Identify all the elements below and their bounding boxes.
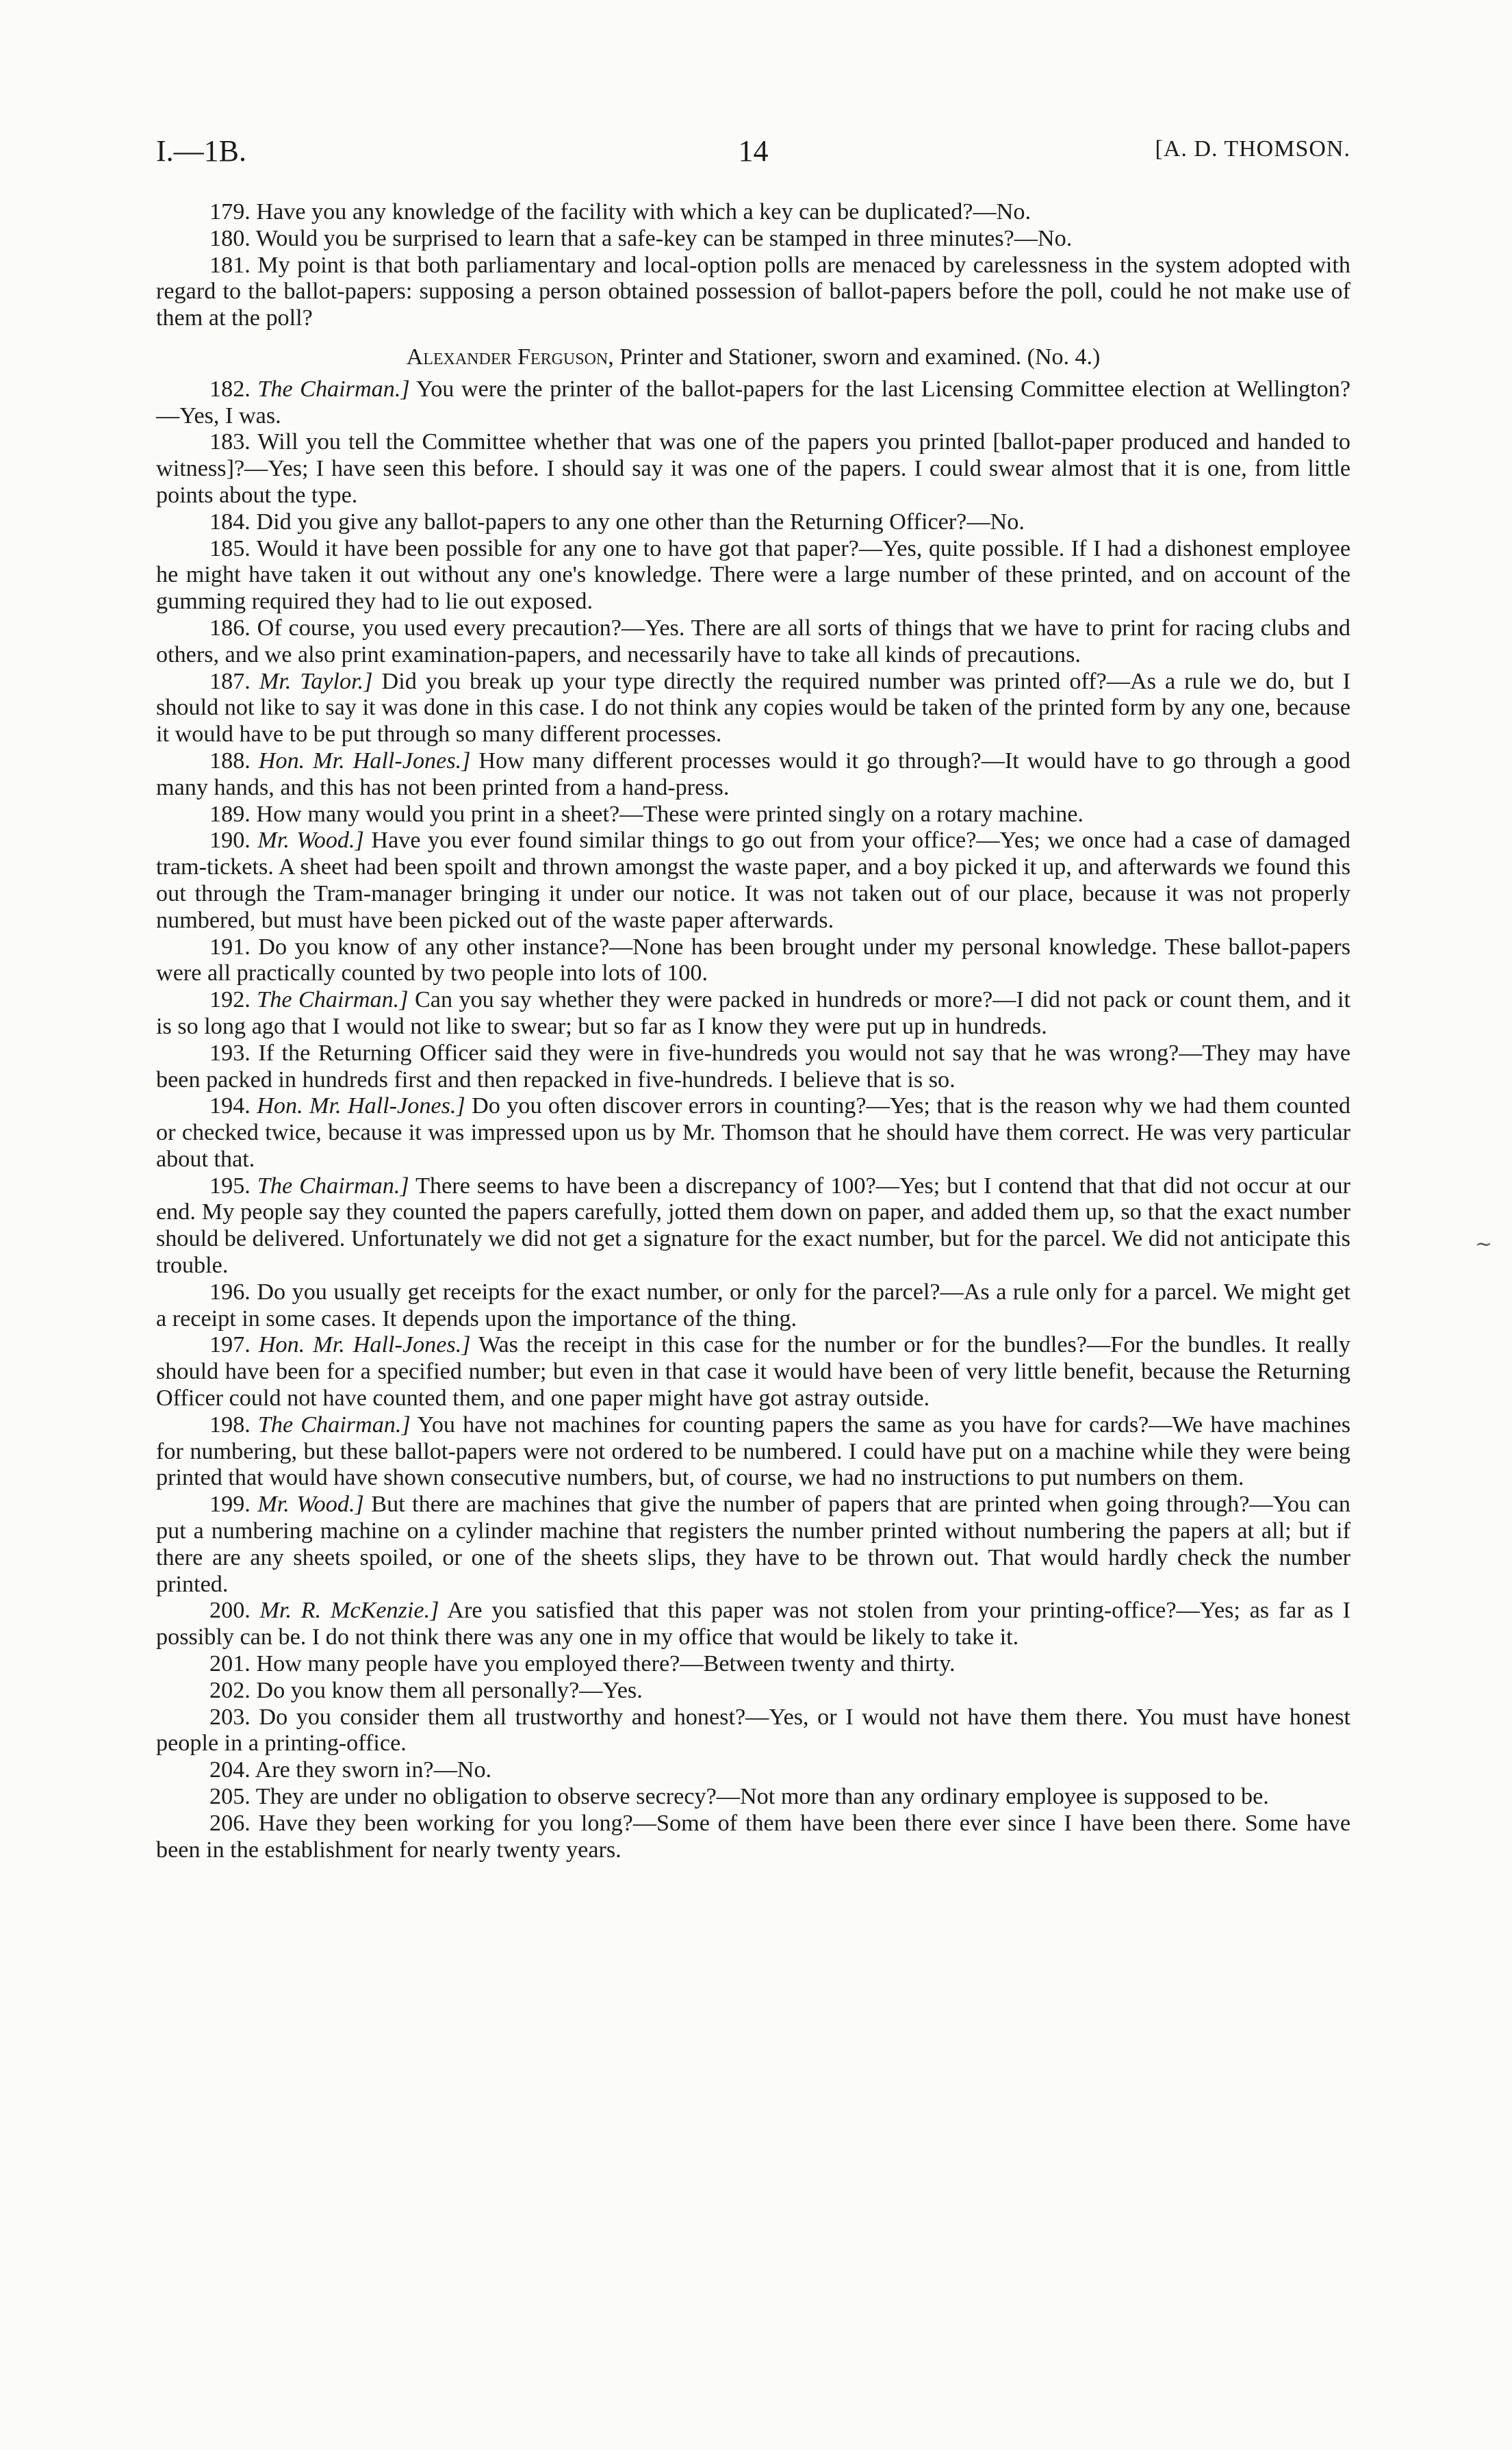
qa-paragraph — [156, 828, 1350, 934]
qa-paragraph — [156, 1705, 1350, 1758]
qa-paragraph — [156, 669, 1350, 748]
question-number: 198. — [209, 1412, 251, 1438]
question-number: 189. — [209, 801, 251, 827]
paragraph: 180. Would you be surprised to learn that a safe-key can be stamped in three minutes?—No. — [209, 225, 1073, 251]
qa-text: How many would you print in a sheet?—These were printed singly on a rotary machine. — [256, 801, 1084, 827]
question-number: 203. — [209, 1704, 251, 1730]
question-number: 195. — [209, 1173, 251, 1199]
qa-paragraph — [156, 509, 1350, 536]
speaker-label: Mr. Wood.] — [257, 1492, 364, 1518]
question-number: 184. — [209, 509, 251, 535]
qa-text: Was the receipt in this case for the number or for the bundles?—For the bundles. It really should have been for a specified number; but even in that case it would have been of very little benefit, because the Returning Officer could not have counted them, and one paper might have got astray outside. — [156, 1332, 1350, 1412]
qa-paragraph — [156, 1093, 1350, 1173]
qa-text: Can you say whether they were packed in hundreds or more?—I did not pack or count them, and it is so long ago that I would not like to swear; but so far as I know they were put up in hundreds. — [156, 987, 1350, 1039]
question-number: 199. — [209, 1492, 251, 1518]
qa-text: Have you ever found similar things to go out from your office?—Yes; we once had a case of damaged tram-tickets. A sheet had been spoilt and thrown amongst the waste paper, and a boy picked it up, and afterwards we found this out through the Tram-manager bringing it under our notice. It was not taken out of our place, because it was not properly numbered, but must have been picked out of the waste paper afterwards. — [156, 828, 1351, 933]
question-number: 185. — [209, 535, 251, 561]
page-number: 14 — [738, 134, 769, 168]
qa-paragraph — [156, 377, 1350, 430]
page-header — [156, 133, 1350, 188]
question-number: 204. — [209, 1757, 251, 1783]
qa-paragraph — [156, 1279, 1350, 1333]
qa-text: You were the printer of the ballot-papers for the last Licensing Committee election at Wellington?—Yes, I was. — [156, 376, 1351, 429]
evidence-body — [156, 199, 1350, 1863]
qa-paragraph — [156, 802, 1350, 828]
qa-text: Do you know of any other instance?—None has been brought under my personal knowledge. These ballot-papers were all practically counted by two people into lots of 100. — [156, 934, 1351, 986]
margin-mark: ~ — [1475, 1232, 1493, 1256]
speaker-label: The Chairman.] — [257, 376, 410, 402]
qa-text: Do you usually get receipts for the exact number, or only for the parcel?—As a rule only for a parcel. We might get a receipt in some cases. It depends upon the importance of the thing. — [156, 1279, 1350, 1331]
qa-text: Do you consider them all trustworthy and honest?—Yes, or I would not have them there. You must have honest people in a printing-office. — [156, 1704, 1350, 1757]
question-number: 197. — [209, 1332, 251, 1358]
qa-paragraph — [156, 536, 1350, 615]
speaker-label: Mr. Wood.] — [257, 828, 364, 854]
qa-paragraph — [156, 987, 1350, 1041]
qa-paragraph — [156, 1678, 1350, 1705]
speaker-label: The Chairman.] — [257, 987, 409, 1013]
question-number: 187. — [209, 668, 251, 694]
header-reference: I.—1B. — [156, 134, 246, 168]
qa-text: They are under no obligation to observe secrecy?—Not more than any ordinary employee is supposed to be. — [255, 1784, 1269, 1810]
qa-text: You have not machines for counting papers the same as you have for cards?—We have machines for numbering, but these ballot-papers were not ordered to be numbered. I could have put on a machine while they were being printed that would have shown consecutive numbers, but, of course, we had no instructions to put numbers on them. — [156, 1412, 1350, 1491]
qa-paragraph — [156, 1173, 1350, 1279]
qa-text: There seems to have been a discrepancy of 100?—Yes; but I contend that that did not occur at our end. My people say they counted the papers carefully, jotted them down on paper, and added them up, so that the exact number should be delivered. Unfortunately we did not get a signature for the exact number, but for the parcel. We did not anticipate this trouble. — [156, 1173, 1350, 1279]
question-number: 200. — [209, 1598, 251, 1624]
question-number: 186. — [209, 615, 251, 641]
question-number: 182. — [209, 376, 251, 402]
witness-name: Alexander Ferguson — [406, 344, 608, 370]
question-number: 206. — [209, 1810, 251, 1836]
speaker-label: Hon. Mr. Hall-Jones.] — [257, 1093, 465, 1119]
qa-paragraph — [156, 1332, 1350, 1412]
qa-paragraph — [156, 1492, 1350, 1598]
qa-text: Are you satisfied that this paper was not stolen from your printing-office?—Yes; as far as I possibly can be. I do not think there was any one in my office that would be likely to take it. — [156, 1598, 1350, 1650]
qa-paragraph — [156, 1651, 1350, 1678]
question-number: 202. — [209, 1677, 251, 1703]
qa-text: Will you tell the Committee whether that was one of the papers you printed [ballot-paper produced and handed to witness]?—Yes; I have seen this before. I should say it was one of the papers. I could swear almost that it is one, from little points about the type. — [156, 429, 1350, 508]
qa-paragraph — [156, 429, 1350, 509]
qa-paragraph — [156, 1757, 1350, 1784]
speaker-label: Hon. Mr. Hall-Jones.] — [258, 748, 471, 774]
speaker-label: Mr. Taylor.] — [259, 668, 373, 694]
witness-description: , Printer and Stationer, sworn and examined. (No. 4.) — [608, 344, 1101, 370]
qa-text: Did you give any ballot-papers to any one other than the Returning Officer?—No. — [256, 509, 1025, 535]
qa-text: If the Returning Officer said they were in five-hundreds you would not say that he was wrong?—They may have been packed in hundreds first and then repacked in five-hundreds. I believe that is so. — [156, 1040, 1351, 1093]
question-number: 188. — [209, 748, 251, 774]
witness-heading — [156, 344, 1350, 371]
qa-text: Have they been working for you long?—Some of them have been there ever since I have been there. Some have been in the establishment for nearly twenty years. — [156, 1810, 1350, 1863]
document-page — [156, 133, 1350, 2392]
qa-paragraph — [156, 1041, 1350, 1094]
question-number: 190. — [209, 828, 251, 854]
speaker-label: The Chairman.] — [257, 1173, 409, 1199]
qa-text: How many people have you employed there?—Between twenty and thirty. — [256, 1651, 956, 1677]
question-number: 192. — [209, 987, 251, 1013]
header-witness: [A. D. THOMSON. — [1155, 136, 1350, 162]
question-number: 201. — [209, 1651, 251, 1677]
qa-text: Of course, you used every precaution?—Yes. There are all sorts of things that we have to print for racing clubs and others, and we also print examination-papers, and necessarily have to take all kinds of precautions. — [156, 615, 1351, 667]
question-answer-list — [156, 377, 1350, 1864]
paragraph: 181. My point is that both parliamentary and local-option polls are menaced by carelessness in the system adopted with regard to the ballot-papers: supposing a person obtained possession of ballot-papers before the poll, could he not make use of them at the poll? — [156, 252, 1350, 331]
paragraph: 179. Have you any knowledge of the facility with which a key can be duplicated?—No. — [209, 199, 1031, 225]
qa-text: Would it have been possible for any one to have got that paper?—Yes, quite possible. If I had a dishonest employee he might have taken it out without any one's knowledge. There were a large number of these printed, and on account of the gumming required they had to lie out exposed. — [156, 535, 1350, 615]
qa-text: But there are machines that give the number of papers that are printed when going through?—You can put a numbering machine on a cylinder machine that registers the number printed without numbering the papers at all; but if there are any sheets spoiled, or one of the sheets slips, they have to be thrown out. That would hardly check the number printed. — [156, 1492, 1350, 1597]
qa-text: How many different processes would it go through?—It would have to go through a good many hands, and this has not been printed from a hand-press. — [156, 748, 1351, 800]
question-number: 193. — [209, 1040, 251, 1066]
question-number: 191. — [209, 934, 251, 960]
qa-paragraph — [156, 1811, 1350, 1864]
qa-paragraph — [156, 1412, 1350, 1492]
qa-paragraph — [156, 748, 1350, 802]
question-number: 194. — [209, 1093, 251, 1119]
question-number: 196. — [209, 1279, 251, 1305]
qa-paragraph — [156, 1784, 1350, 1811]
speaker-label: Mr. R. McKenzie.] — [259, 1598, 439, 1624]
qa-paragraph — [156, 615, 1350, 669]
qa-text: Are they sworn in?—No. — [255, 1757, 492, 1783]
qa-text: Do you often discover errors in counting?—Yes; that is the reason why we had them counted or checked twice, because it was impressed upon us by Mr. Thomson that he should have them correct. He was very particular about that. — [156, 1093, 1350, 1172]
qa-paragraph — [156, 934, 1350, 988]
question-number: 205. — [209, 1784, 251, 1810]
qa-paragraph — [156, 1598, 1350, 1651]
speaker-label: The Chairman.] — [257, 1412, 411, 1438]
qa-text: Do you know them all personally?—Yes. — [256, 1677, 643, 1703]
speaker-label: Hon. Mr. Hall-Jones.] — [258, 1332, 471, 1358]
qa-text: Did you break up your type directly the required number was printed off?—As a rule we do, but I should not like to say it was done in this case. I do not think any copies would be taken of the printed form by any one, because it would have to be put through so many different processes. — [156, 668, 1351, 748]
question-number: 183. — [209, 429, 251, 455]
